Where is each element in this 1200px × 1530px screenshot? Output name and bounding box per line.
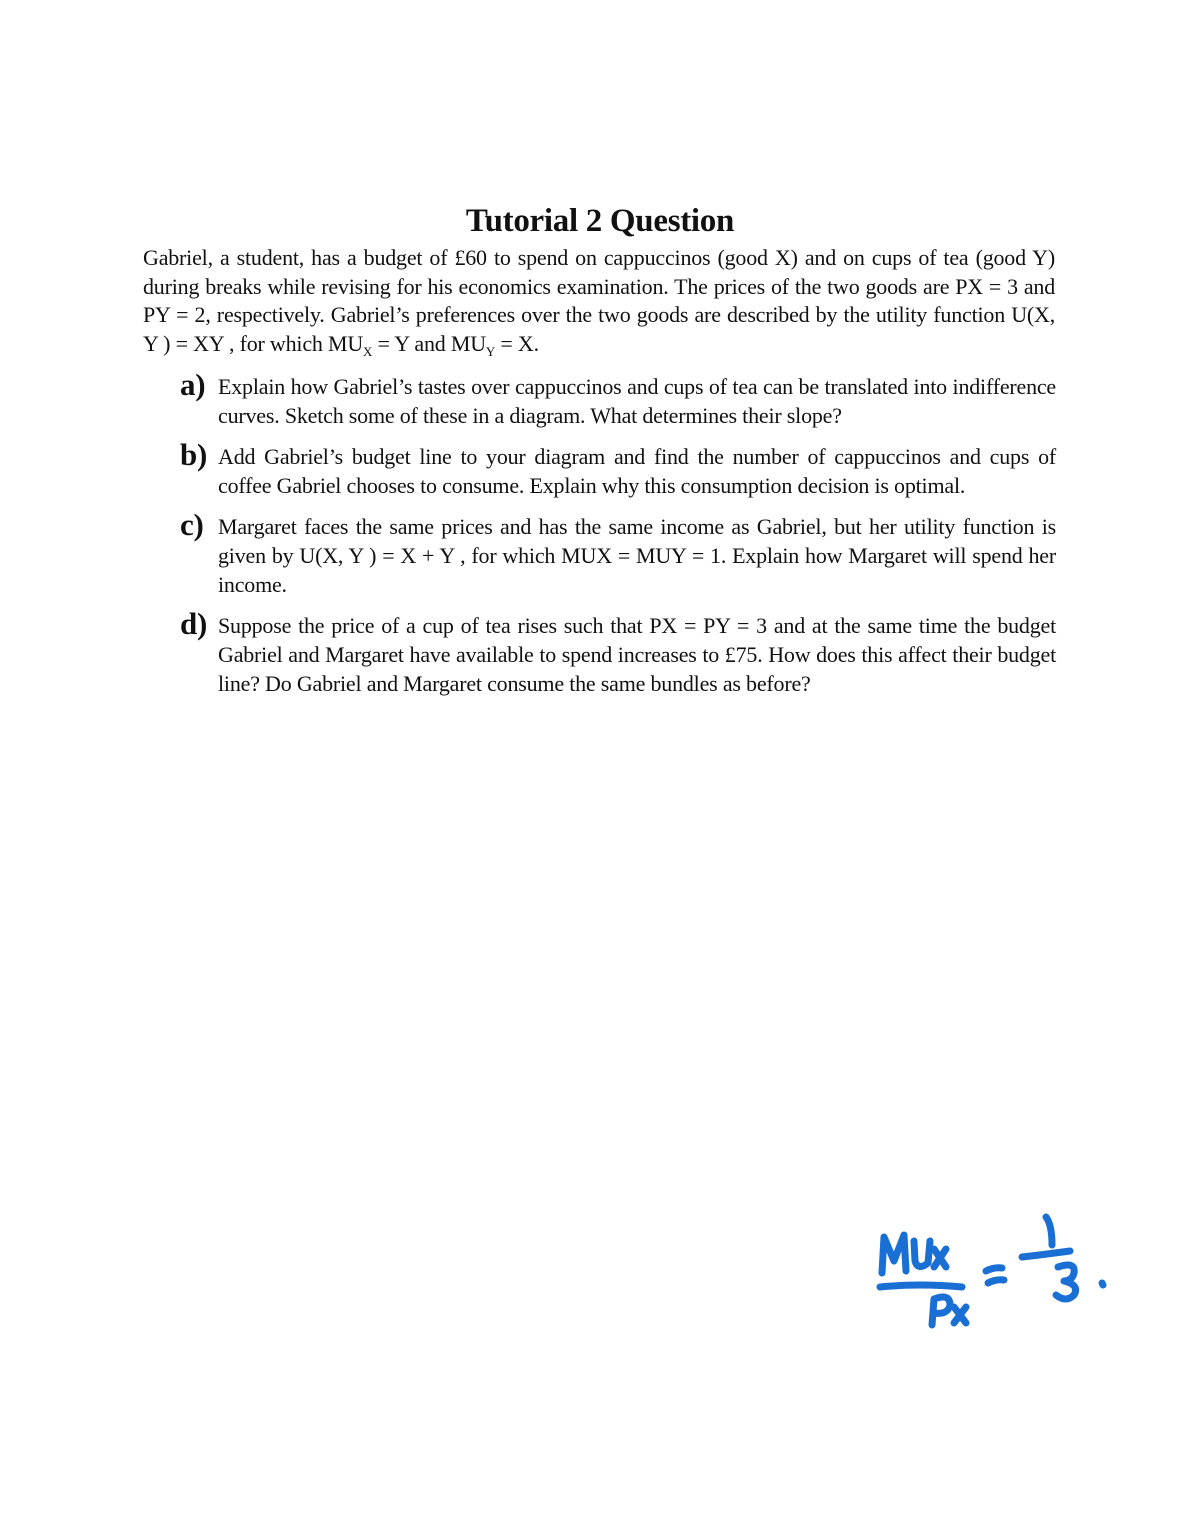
handwritten-annotation	[870, 1195, 1120, 1335]
question-text: Suppose the price of a cup of tea rises such that PX = PY = 3 and at the same time the budget Gabriel and Margaret have available to spend increases to £75. How does this affect their budget line? Do Gabriel and Margaret consume the same bundles as before?	[218, 613, 1056, 696]
question-text: Explain how Gabriel’s tastes over cappuccinos and cups of tea can be translated into indifference curves. Sketch some of these in a diagram. What determines their slope?	[218, 374, 1056, 428]
subscript-x: X	[363, 343, 373, 359]
question-a	[180, 367, 1056, 430]
question-text: Add Gabriel’s budget line to your diagram and find the number of cappuccinos and cups of coffee Gabriel chooses to consume. Explain why this consumption decision is optimal.	[218, 444, 1056, 498]
question-list	[180, 367, 1056, 710]
question-letter: a)	[180, 367, 206, 402]
intro-text-mid: = Y and MU	[372, 330, 486, 356]
document-title: Tutorial 2 Question	[465, 203, 735, 239]
intro-text: Gabriel, a student, has a budget of £60 to spend on cappuccinos (good X) and on cups of tea (good Y) during breaks while revising for his economics examination. The prices of the two goods are PX = 3 and PY = 2, respectively. Gabriel’s preferences over the two goods are described by the utility function U(X, Y ) = XY , for which MU	[143, 245, 1055, 356]
subscript-y: Y	[485, 343, 496, 359]
question-d	[180, 606, 1056, 698]
question-letter: b)	[180, 437, 208, 472]
intro-text-end: = X.	[495, 330, 539, 356]
question-c	[180, 507, 1056, 599]
question-b	[180, 437, 1056, 500]
handwriting-strokes	[880, 1217, 1103, 1325]
question-letter: d)	[180, 606, 208, 641]
question-text: Margaret faces the same prices and has the same income as Gabriel, but her utility function is given by U(X, Y ) = X + Y , for which MUX = MUY = 1. Explain how Margaret will spend her income.	[218, 514, 1056, 597]
question-letter: c)	[180, 507, 204, 542]
intro-paragraph	[143, 244, 1055, 358]
